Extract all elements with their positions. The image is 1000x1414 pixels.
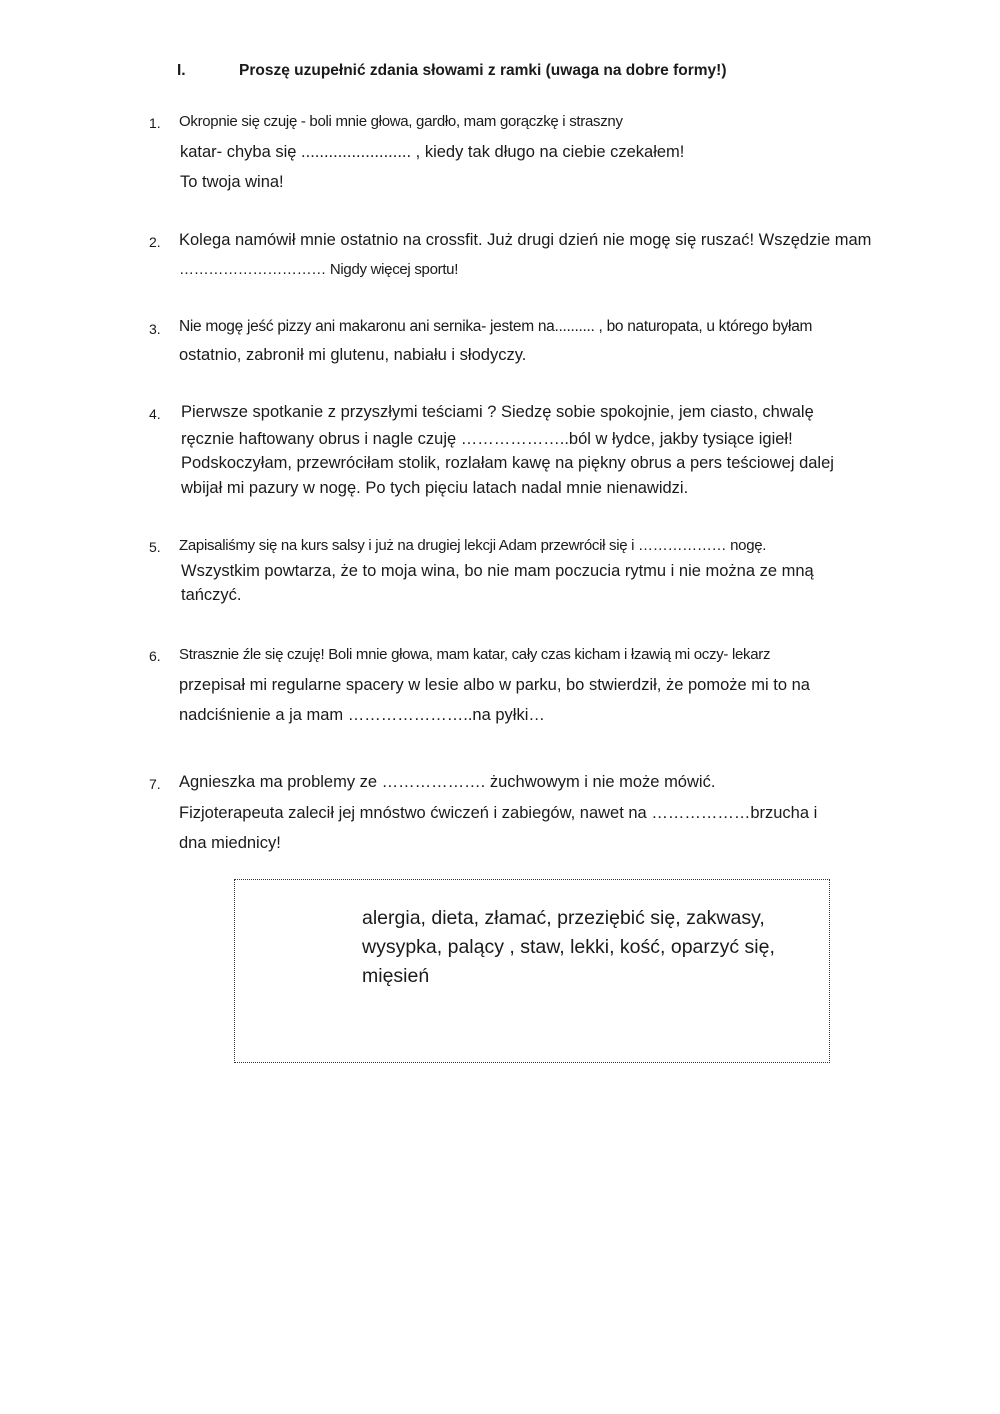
item-line: Nie mogę jeść pizzy ani makaronu ani sernika- jestem na.......... , bo naturopata, u którego byłam <box>179 318 813 335</box>
item-line: Okropnie się czuję - boli mnie głowa, gardło, mam gorączkę i straszny <box>179 113 623 130</box>
item-line: ręcznie haftowany obrus i nagle czuję ………………..ból w łydce, jakby tysiące igieł! <box>181 430 793 448</box>
word-bank-box <box>234 879 830 1063</box>
word-bank-line: mięsień <box>362 965 430 987</box>
item-line: tańczyć. <box>181 586 242 604</box>
item-number: 4. <box>149 406 161 422</box>
item-line: Agnieszka ma problemy ze ………………. żuchwowym i nie może mówić. <box>179 773 716 791</box>
word-bank-line: wysypka, palący , staw, lekki, kość, oparzyć się, <box>362 936 775 958</box>
exercise-heading <box>177 62 727 80</box>
item-line: katar- chyba się ........................ , kiedy tak długo na ciebie czekałem! <box>180 143 685 161</box>
item-line: Zapisaliśmy się na kurs salsy i już na drugiej lekcji Adam przewrócił się i ……………… nogę. <box>179 537 767 554</box>
item-number: 5. <box>149 539 161 555</box>
item-line: Fizjoterapeuta zalecił jej mnóstwo ćwiczeń i zabiegów, nawet na ………………brzucha i <box>179 804 818 822</box>
word-bank-line: alergia, dieta, złamać, przeziębić się, zakwasy, <box>362 907 765 929</box>
heading-instruction: Proszę uzupełnić zdania słowami z ramki (uwaga na dobre formy!) <box>239 62 727 79</box>
item-line: dna miednicy! <box>179 834 281 852</box>
item-line: Podskoczyłam, przewróciłam stolik, rozlałam kawę na piękny obrus a pers teściowej dalej <box>181 454 834 472</box>
item-line: wbijał mi pazury w nogę. Po tych pięciu latach nadal mnie nienawidzi. <box>181 479 689 497</box>
item-line: To twoja wina! <box>180 173 284 191</box>
item-number: 1. <box>149 115 161 131</box>
item-number: 3. <box>149 321 161 337</box>
item-line: Kolega namówił mnie ostatnio na crossfit. Już drugi dzień nie mogę się ruszać! Wszędzie mam <box>179 231 872 249</box>
item-line: Strasznie źle się czuję! Boli mnie głowa, mam katar, cały czas kicham i łzawią mi oczy- lekarz <box>179 646 771 663</box>
item-number: 6. <box>149 648 161 664</box>
item-line: Pierwsze spotkanie z przyszłymi teściami ? Siedzę sobie spokojnie, jem ciasto, chwalę <box>181 403 814 421</box>
item-line: ………………………… Nigdy więcej sportu! <box>179 261 459 278</box>
item-line: ostatnio, zabronił mi glutenu, nabiału i słodyczy. <box>179 346 527 364</box>
item-number: 7. <box>149 776 161 792</box>
item-line: Wszystkim powtarza, że to moja wina, bo nie mam poczucia rytmu i nie można ze mną <box>181 562 814 580</box>
item-line: nadciśnienie a ja mam …………………..na pyłki… <box>179 706 545 724</box>
item-number: 2. <box>149 234 161 250</box>
heading-number: I. <box>177 62 186 79</box>
word-bank-text <box>362 904 822 991</box>
item-line: przepisał mi regularne spacery w lesie albo w parku, bo stwierdził, że pomoże mi to na <box>179 676 810 694</box>
